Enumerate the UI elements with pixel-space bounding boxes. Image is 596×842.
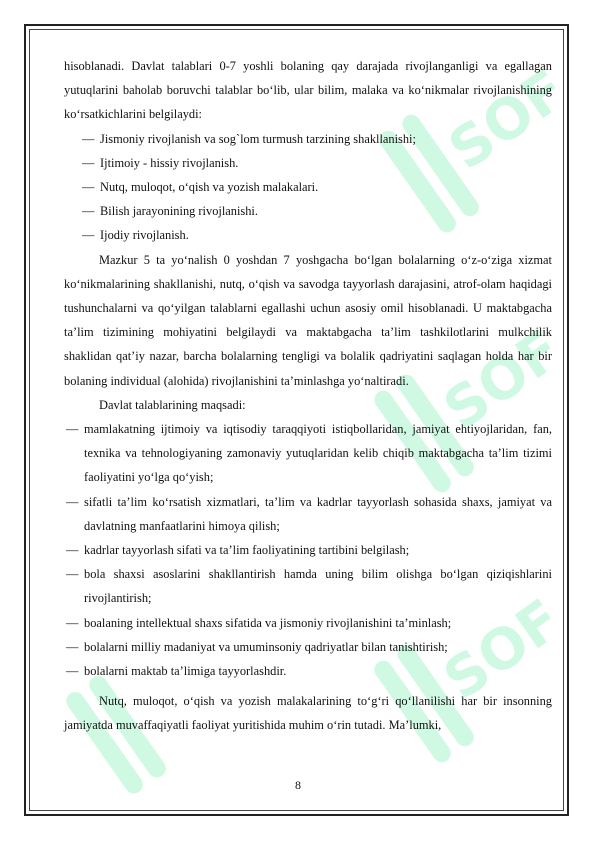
dash-icon: — [82, 204, 95, 219]
goal-item: — mamlakatning ijtimoiy va iqtisodiy taraqqiyoti istiqbollaridan, jamiyat ehtiyojlaridan, fan, texnika va tehnologiyaning zamonaviy yutuqlaridan kelib chiqib maktabgacha ta’lim tizimi faoliyatini yo‘lga qo‘yish; [64, 417, 552, 490]
goal-item: — boalaning intellektual shaxs sifatida va jismoniy rivojlanishini ta’minlash; [64, 611, 552, 635]
dash-icon: — [66, 567, 79, 582]
dash-icon: — [66, 664, 79, 679]
svg-text:SOF: SOF [437, 57, 579, 184]
goal-item: — bolalarni maktab ta’limiga tayyorlashdir. [64, 659, 552, 683]
goal-item: — bola shaxsi asoslarini shakllantirish hamda uning bilim olishga bo‘lgan qiziqishlarini rivojlantirish; [64, 562, 552, 610]
dash-icon: — [82, 228, 95, 243]
directions-list [64, 127, 552, 248]
direction-item: — Nutq, muloqot, o‘qish va yozish malakalari. [64, 175, 552, 199]
goal-item: — bolalarni milliy madaniyat va umuminsoniy qadriyatlar bilan tanishtirish; [64, 635, 552, 659]
page-content [64, 54, 552, 738]
direction-item: — Ijodiy rivojlanish. [64, 223, 552, 247]
goals-list [64, 417, 552, 683]
direction-item: — Jismoniy rivojlanish va sog`lom turmush tarzining shakllanishi; [64, 127, 552, 151]
paragraph-nutq: Nutq, muloqot, o‘qish va yozish malakalarining to‘g‘ri qo‘llanilishi har bir insonning jamiyatda muvaffaqiyatli faoliyat yuritishida muhim o‘rin tutadi. Ma’lumki, [64, 694, 552, 733]
direction-item: — Bilish jarayonining rivojlanishi. [64, 199, 552, 223]
page-number: 8 [295, 778, 301, 792]
goal-item: — kadrlar tayyorlash sifati va ta’lim faoliyatining tartibini belgilash; [64, 538, 552, 562]
goal-item: — sifatli ta’lim ko‘rsatish xizmatlari, ta’lim va kadrlar tayyorlash sohasida shaxs, jamiyat va davlatning manfaatlarini himoya qilish; [64, 490, 552, 538]
svg-text:SOF: SOF [432, 587, 574, 714]
dash-icon: — [66, 639, 79, 654]
dash-icon: — [82, 131, 95, 146]
dash-icon: — [66, 543, 79, 558]
paragraph-mazkur: Mazkur 5 ta yo‘nalish 0 yoshdan 7 yoshgacha bo‘lgan bolalarning o‘z-o‘ziga xizmat ko‘nikmalarining shakllanishi, nutq, o‘qish va savodga tayyorlash darajasini, atrof-olam haqidagi tushunchalarni va qo‘yilgan talablarni egallashi uchun asosiy omil hisoblanadi. U maktabgacha ta’lim tizimining mohiyatini belgilaydi va maktabgacha ta’lim tashkilotlarini mulkchilik shaklidan qat’iy nazar, barcha bolalarning tengligi va bolalik qadriyatini saqlagan holda har bir bolaning individual (alohida) rivojlanishini ta’minlashga yo‘naltiradi. [64, 252, 552, 388]
dash-icon: — [66, 615, 79, 630]
dash-icon: — [66, 422, 79, 437]
dash-icon: — [82, 155, 95, 170]
dash-icon: — [66, 494, 79, 509]
goals-heading: Davlat talablarining maqsadi: [99, 397, 246, 412]
paragraph-intro: hisoblanadi. Davlat talablari 0-7 yoshli bolaning qay darajada rivojlanganligi va egallagan yutuqlarini baholab boruvchi talablar bo‘lib, ular bilim, malaka va ko‘nikmalar rivojlanishining ko‘rsatkichlarini belgilaydi: [64, 59, 552, 122]
direction-item: — Ijtimoiy - hissiy rivojlanish. [64, 151, 552, 175]
svg-text:SOF: SOF [432, 317, 574, 444]
dash-icon: — [82, 180, 95, 195]
